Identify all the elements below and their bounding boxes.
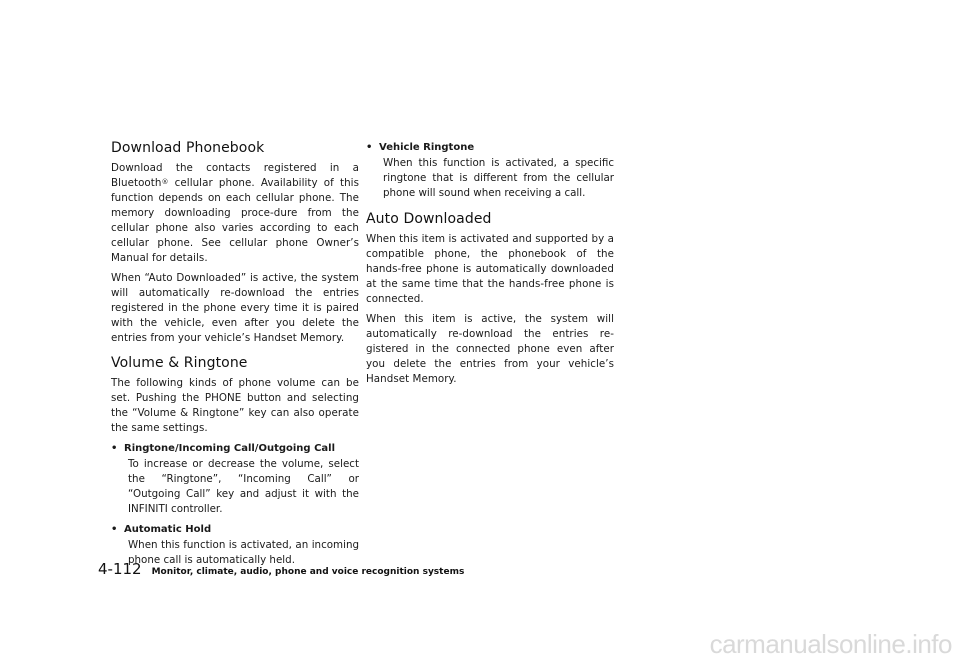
list-item-title-text: Vehicle Ringtone [379,142,475,153]
auto-downloaded-heading: Auto Downloaded [366,211,492,227]
left-column [111,140,359,573]
bullet-icon: • [111,443,118,454]
page-number: 4-112 [98,560,142,578]
watermark: carmanualsonline.info [709,629,952,659]
volume-ringtone-paragraph: The following kinds of phone volume can be set. Pushing the PHONE button and selecting the “Volume & Ringtone” key can also operate the same settings. [111,377,359,434]
list-item-title-text: Automatic Hold [124,524,212,535]
text-span: Download the contacts registered in a Bluetooth [111,162,359,189]
list-item-body: When this function is activated, an incoming phone call is automatically held. [128,539,359,566]
auto-downloaded-paragraph-1: When this item is activated and supported by a compatible phone, the phonebook of the hands-free phone is automatically downloaded at the same time that the hands-free phone is connected. [366,233,614,305]
list-item-body: To increase or decrease the volume, select the “Ringtone”, “Incoming Call” or “Outgoing Call” key and adjust it with the INFINITI controller. [128,458,359,515]
list-item-title [111,522,359,537]
registered-mark: ® [161,178,169,186]
list-item-title [366,140,614,155]
text-span: cellular phone. Availability of this function depends on each cellular phone. The memory downloading proce-dure from the cellular phone also varies according to each cellular phone. See cellular phone Owner’s Manual for details. [111,177,359,264]
bullet-icon: • [366,142,373,153]
list-item-body: When this function is activated, a specific ringtone that is different from the cellular phone will sound when receiving a call. [383,157,614,199]
list-item-title-text: Ringtone/Incoming Call/Outgoing Call [124,443,336,454]
list-item-vehicle-ringtone [366,140,614,201]
download-phonebook-paragraph-2: When “Auto Downloaded” is active, the system will automatically re-download the entries registered in the phone every time it is paired with the vehicle, even after you delete the entries from your vehicle’s Handset Memory. [111,272,359,344]
list-item-title [111,441,359,456]
list-item-ringtone [111,441,359,517]
auto-downloaded-paragraph-2: When this item is active, the system will automatically re-download the entries re-gistered in the connected phone even after you delete the entries from your vehicle’s Handset Memory. [366,313,614,385]
right-column [366,140,614,392]
download-phonebook-heading: Download Phonebook [111,140,265,156]
bullet-icon: • [111,524,118,535]
section-title: Monitor, climate, audio, phone and voice recognition systems [151,567,465,577]
volume-ringtone-heading: Volume & Ringtone [111,355,248,371]
download-phonebook-paragraph-1 [111,161,359,266]
page-footer [98,560,464,578]
